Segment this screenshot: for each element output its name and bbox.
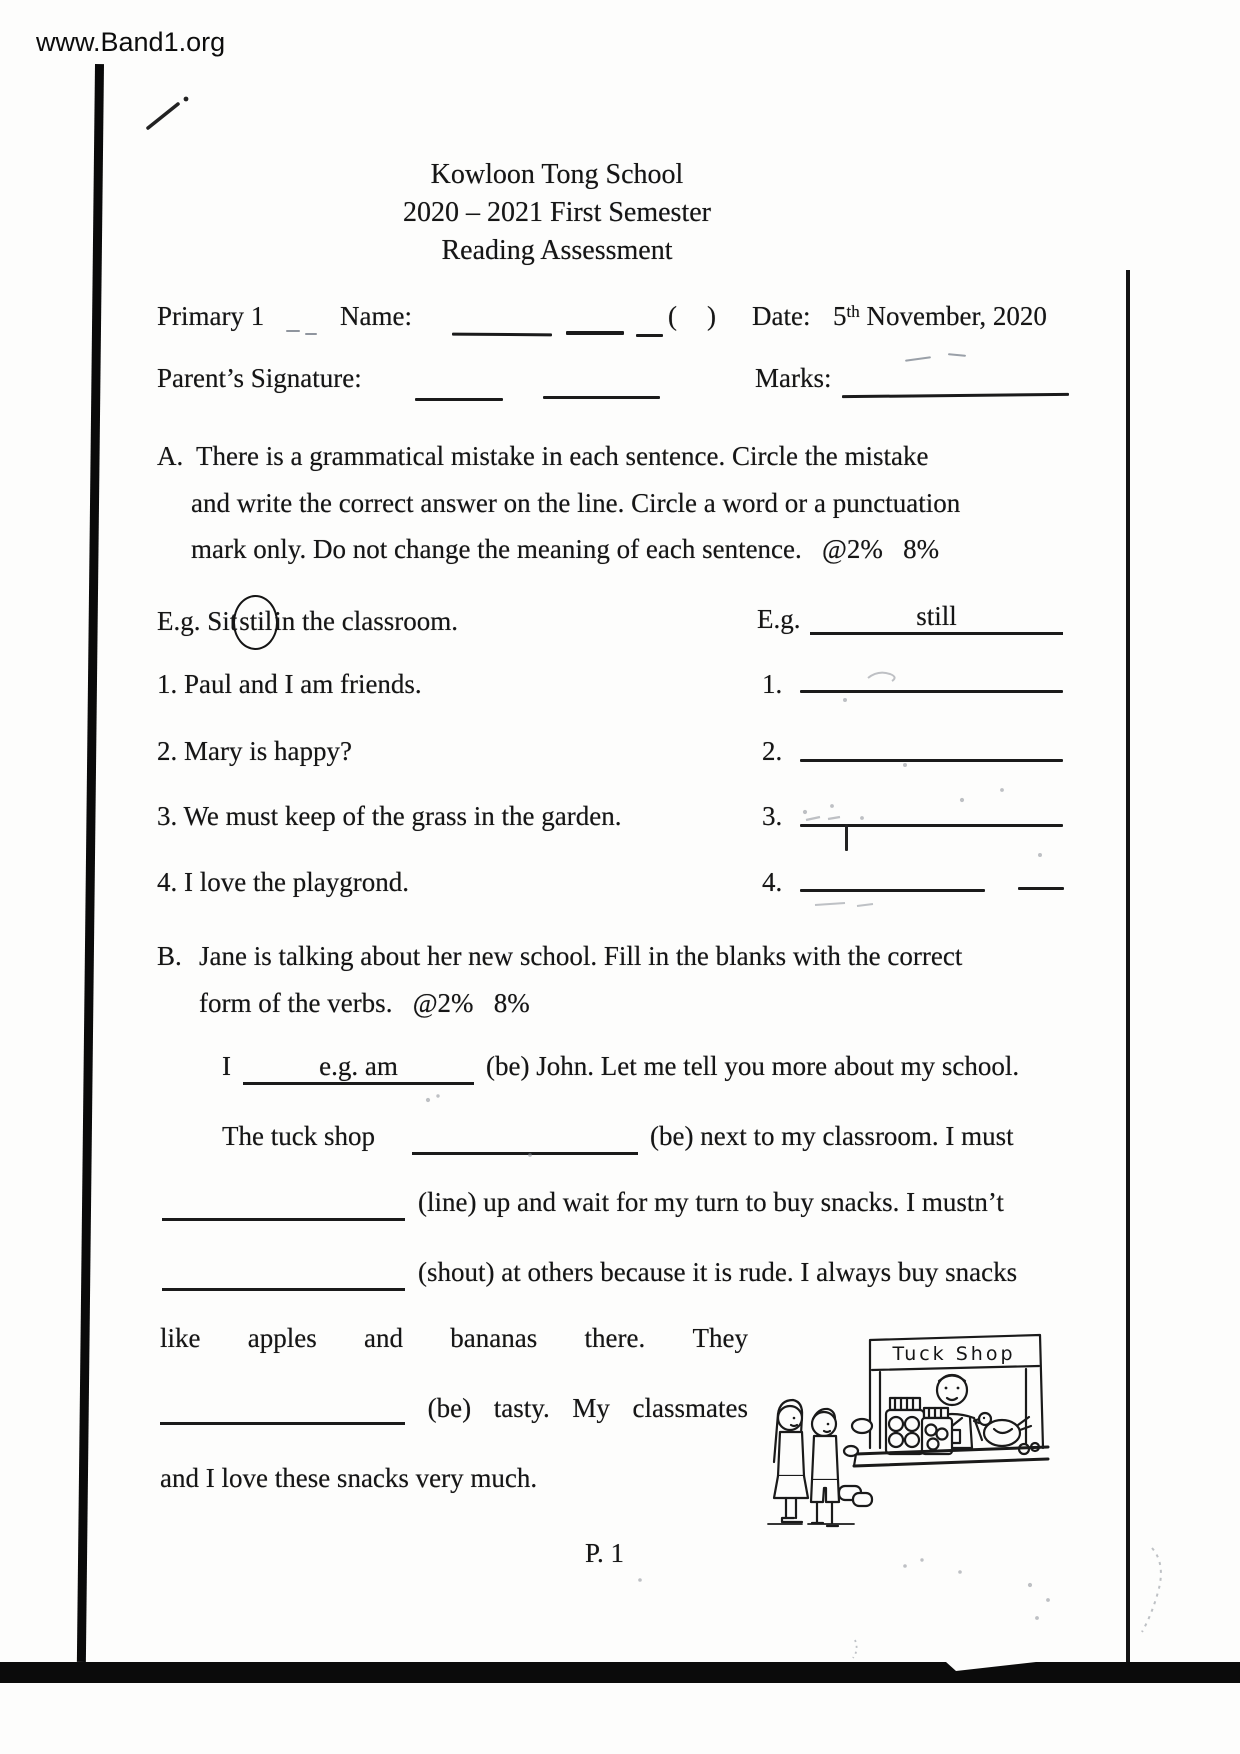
l6-word-4: classmates bbox=[632, 1393, 748, 1423]
name-blank-seg1 bbox=[452, 333, 552, 337]
name-blank-seg3 bbox=[636, 334, 663, 337]
l5-word-1: like bbox=[160, 1323, 201, 1353]
class-blank2 bbox=[305, 333, 317, 335]
scan-border-notch bbox=[946, 1662, 1036, 1671]
class-blank bbox=[286, 330, 300, 332]
item-2-text: Mary is happy? bbox=[184, 736, 352, 766]
signature-label: Parent’s Signature: bbox=[157, 363, 362, 393]
tuck-shop-sign-text: Tuck Shop bbox=[892, 1343, 1016, 1365]
answer-3-num: 3. bbox=[762, 801, 783, 831]
answer-4-num: 4. bbox=[762, 867, 783, 897]
l5-word-3: and bbox=[364, 1323, 403, 1353]
date-rest: November, 2020 bbox=[859, 301, 1047, 331]
example-answer-label: E.g. bbox=[757, 604, 801, 634]
item-2-sentence bbox=[157, 735, 352, 768]
signature-blank-seg2 bbox=[543, 396, 660, 399]
answer-3-blank bbox=[800, 824, 1063, 827]
passage-l2-blank bbox=[412, 1120, 638, 1155]
l5-word-2: apples bbox=[247, 1323, 317, 1353]
l5-word-6: They bbox=[692, 1323, 748, 1353]
watermark: www.Band1.org bbox=[36, 27, 226, 57]
l5-word-5: there. bbox=[584, 1323, 646, 1353]
school-name: Kowloon Tong School bbox=[430, 159, 684, 190]
date-day: 5 bbox=[833, 301, 847, 331]
section-b-label: B. bbox=[157, 941, 182, 971]
name-label: Name: bbox=[340, 301, 412, 331]
passage-l2-post: (be) next to my classroom. I must bbox=[650, 1121, 1014, 1151]
class-number-paren-left: ( bbox=[668, 301, 677, 331]
item-1-sentence bbox=[157, 668, 422, 701]
class-number-paren-right: ) bbox=[707, 301, 716, 331]
passage-l1-blank-label: e.g. am bbox=[319, 1051, 398, 1081]
item-4-sentence bbox=[157, 866, 409, 899]
date-value bbox=[833, 300, 1047, 333]
answer-4-blank-seg2 bbox=[1018, 887, 1064, 890]
scan-border-bottom bbox=[0, 1662, 1240, 1683]
l5-word-4: bananas bbox=[450, 1323, 538, 1353]
scan-border-right bbox=[1126, 270, 1130, 1662]
passage-l1-post: (be) John. Let me tell you more about my school. bbox=[486, 1051, 1020, 1081]
marks-smudge1 bbox=[905, 356, 931, 362]
section-a-line1: There is a grammatical mistake in each sentence. Circle the mistake bbox=[196, 441, 929, 471]
marks-label: Marks: bbox=[755, 363, 832, 393]
scan-border-left bbox=[77, 64, 104, 1662]
example-suffix: in the classroom. bbox=[274, 606, 458, 636]
section-a-line2: and write the correct answer on the line. Circle a word or a punctuation bbox=[191, 488, 961, 518]
answer-2-blank bbox=[800, 759, 1063, 762]
name-blank-seg2 bbox=[566, 331, 624, 335]
example-sentence bbox=[157, 603, 458, 640]
answer-4-blank-seg1 bbox=[800, 889, 985, 892]
answer-1-blank bbox=[800, 690, 1063, 693]
passage-l1-pre: I bbox=[222, 1051, 231, 1081]
example-answer-text: still bbox=[916, 601, 957, 631]
marks-smudge2 bbox=[948, 353, 966, 357]
date-label: Date: bbox=[752, 301, 811, 331]
passage-l6-blank bbox=[160, 1392, 405, 1425]
item-3-num: 3. bbox=[157, 801, 178, 831]
date-ordinal: th bbox=[846, 302, 860, 321]
assessment-title: Reading Assessment bbox=[441, 235, 673, 266]
answer-3-pen-stroke bbox=[845, 824, 848, 851]
l6-word-2: tasty. bbox=[493, 1393, 550, 1423]
signature-blank-seg1 bbox=[415, 398, 503, 401]
passage-l5 bbox=[160, 1322, 748, 1355]
tuck-shop-illustration bbox=[690, 1330, 1070, 1565]
example-answer-blank bbox=[810, 600, 1063, 635]
item-4-text: I love the playgrond. bbox=[184, 867, 409, 897]
passage-l2-pre: The tuck shop bbox=[222, 1121, 375, 1151]
answer-2-num: 2. bbox=[762, 736, 783, 766]
page-number: P. 1 bbox=[585, 1538, 625, 1568]
l6-word-1: (be) bbox=[427, 1393, 472, 1423]
item-3-text: We must keep of the grass in the garden. bbox=[183, 801, 622, 831]
example-circled-word: stil bbox=[233, 595, 278, 650]
marks-blank bbox=[842, 393, 1069, 398]
section-a-line3: mark only. Do not change the meaning of each sentence. @2% 8% bbox=[191, 534, 940, 564]
passage-l4-blank bbox=[162, 1256, 405, 1291]
section-a-label: A. bbox=[157, 441, 184, 471]
answer-1-num: 1. bbox=[762, 669, 783, 699]
pen-tick bbox=[140, 90, 220, 150]
passage-l6 bbox=[160, 1392, 748, 1425]
example-prefix: E.g. Sit bbox=[157, 606, 238, 636]
item-2-num: 2. bbox=[157, 736, 178, 766]
class-label: Primary 1 bbox=[157, 301, 265, 331]
passage-l3-post: (line) up and wait for my turn to buy snacks. I mustn’t bbox=[418, 1187, 1004, 1217]
passage-l3-blank bbox=[162, 1186, 405, 1221]
item-1-num: 1. bbox=[157, 669, 178, 699]
section-b-line1: Jane is talking about her new school. Fill in the blanks with the correct bbox=[199, 941, 963, 971]
passage-l1-blank bbox=[243, 1050, 474, 1085]
l6-word-3: My bbox=[572, 1393, 610, 1423]
section-b-line2: form of the verbs. @2% 8% bbox=[199, 988, 530, 1018]
item-4-num: 4. bbox=[157, 867, 178, 897]
semester-line: 2020 – 2021 First Semester bbox=[403, 197, 711, 228]
passage-l4-post: (shout) at others because it is rude. I always buy snacks bbox=[418, 1257, 1018, 1287]
item-3-sentence bbox=[157, 800, 621, 833]
passage-l7: and I love these snacks very much. bbox=[160, 1463, 538, 1493]
item-1-text: Paul and I am friends. bbox=[184, 669, 422, 699]
